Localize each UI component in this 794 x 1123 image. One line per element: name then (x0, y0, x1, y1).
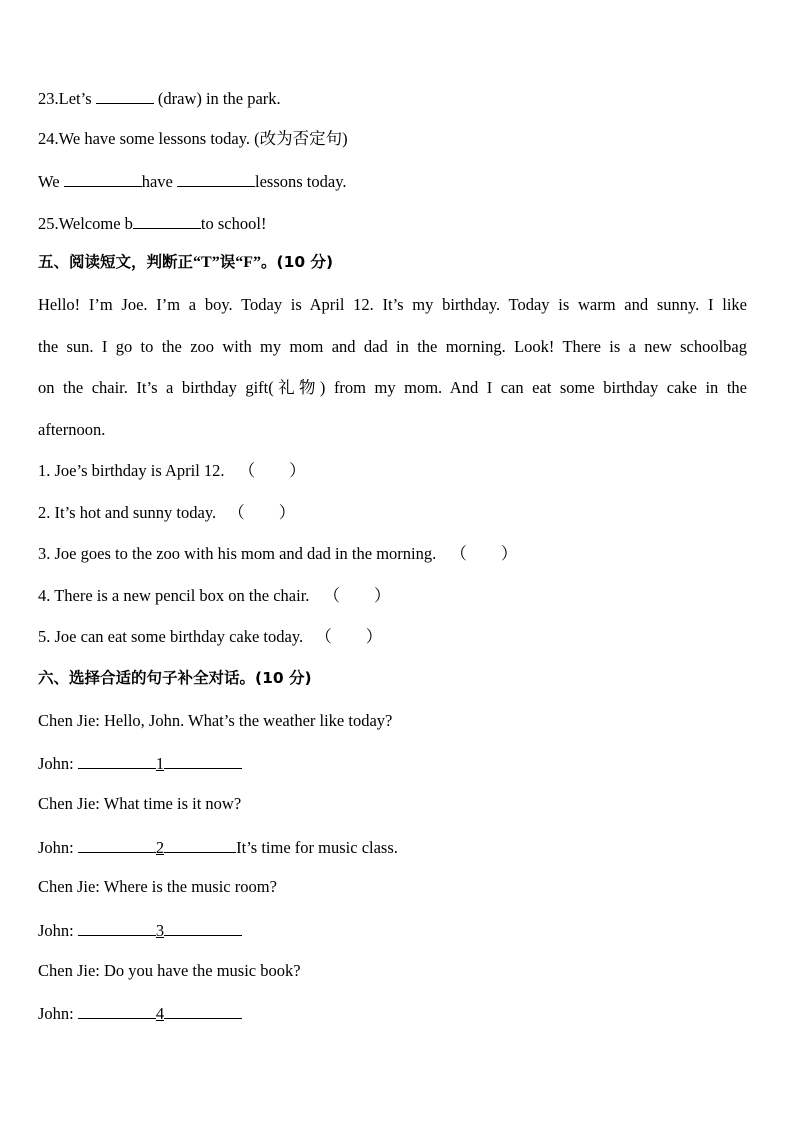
question-23 (38, 89, 281, 108)
question-24: 24.We have some lessons today. (改为否定句) (38, 129, 348, 148)
judgment-2 (38, 505, 295, 522)
q25-blank[interactable] (133, 214, 201, 229)
answer-2-number: 2 (155, 838, 165, 857)
judgment-1 (38, 463, 306, 480)
judgment-1-answer[interactable]: （ ） (238, 461, 306, 480)
q25-text-after: to school! (200, 214, 267, 233)
question-24-answer (38, 172, 347, 191)
q24a-blank-1[interactable] (64, 172, 142, 187)
section-5-title: 五、阅读短文，判断正 (38, 253, 194, 271)
answer-4-blank-right[interactable] (164, 1004, 242, 1019)
q24a-blank-2[interactable] (177, 172, 255, 187)
dialog-john-4 (38, 1004, 242, 1023)
judgment-4 (38, 588, 391, 605)
section-5-end: 。(10 分) (260, 253, 334, 271)
answer-2-after: It’s time for music class. (236, 838, 398, 857)
dialog-chenjie-4: Chen Jie: Do you have the music book? (38, 961, 301, 980)
q23-text-before: 23.Let’s (38, 89, 96, 108)
judgment-5-text: 5. Joe can eat some birthday cake today. (38, 627, 304, 646)
answer-2-blank-left[interactable] (78, 838, 156, 853)
answer-1-blank-right[interactable] (164, 754, 242, 769)
judgment-5 (38, 629, 382, 646)
judgment-3-answer[interactable]: （ ） (450, 544, 518, 563)
dialog-john-1 (38, 754, 242, 773)
passage-line-1: Hello! I’m Joe. I’m a boy. Today is April 12. It’s my birthday. Today is warm and sunny. I like (38, 295, 747, 314)
dialog-chenjie-2: Chen Jie: What time is it now? (38, 794, 242, 813)
section-5-f: “F” (235, 254, 261, 271)
dialog-chenjie-3: Chen Jie: Where is the music room? (38, 877, 277, 896)
john-label: John: (38, 1004, 78, 1023)
judgment-4-text: 4. There is a new pencil box on the chair. (38, 586, 310, 605)
answer-1-blank-left[interactable] (78, 754, 156, 769)
section-5-heading (38, 255, 333, 271)
john-label: John: (38, 921, 78, 940)
section-5-mid: 误 (219, 253, 236, 271)
answer-4-blank-left[interactable] (78, 1004, 156, 1019)
dialog-john-3 (38, 921, 242, 940)
judgment-2-text: 2. It’s hot and sunny today. (38, 503, 217, 522)
judgment-5-answer[interactable]: （ ） (315, 627, 383, 646)
q25-text-before: 25.Welcome b (38, 214, 133, 233)
dialog-chenjie-1: Chen Jie: Hello, John. What’s the weather like today? (38, 711, 393, 730)
passage-line-2: the sun. I go to the zoo with my mom and dad in the morning. Look! There is a new schoolbag (38, 337, 747, 356)
answer-4-number: 4 (155, 1004, 165, 1023)
judgment-3-text: 3. Joe goes to the zoo with his mom and dad in the morning. (38, 544, 437, 563)
section-5-t: “T” (193, 254, 220, 271)
answer-3-number: 3 (155, 921, 165, 940)
q23-text-after: (draw) in the park. (153, 89, 281, 108)
passage-line-4: afternoon. (38, 420, 106, 439)
passage-line-3: on the chair. It’s a birthday gift(礼物) from my mom. And I can eat some birthday cake in the (38, 378, 747, 397)
section-6-heading: 六、选择合适的句子补全对话。(10 分) (38, 669, 312, 687)
q23-blank[interactable] (96, 89, 154, 104)
answer-1-number: 1 (155, 754, 165, 773)
judgment-1-text: 1. Joe’s birthday is April 12. (38, 461, 225, 480)
john-label: John: (38, 754, 78, 773)
judgment-2-answer[interactable]: （ ） (228, 503, 296, 522)
q24a-part2: have (141, 172, 177, 191)
dialog-john-2 (38, 838, 398, 857)
answer-2-blank-right[interactable] (164, 838, 236, 853)
answer-3-blank-left[interactable] (78, 921, 156, 936)
answer-3-blank-right[interactable] (164, 921, 242, 936)
q24a-part1: We (38, 172, 64, 191)
question-25 (38, 214, 266, 233)
judgment-3 (38, 546, 517, 563)
q24a-part3: lessons today. (254, 172, 347, 191)
john-label: John: (38, 838, 78, 857)
judgment-4-answer[interactable]: （ ） (323, 586, 391, 605)
